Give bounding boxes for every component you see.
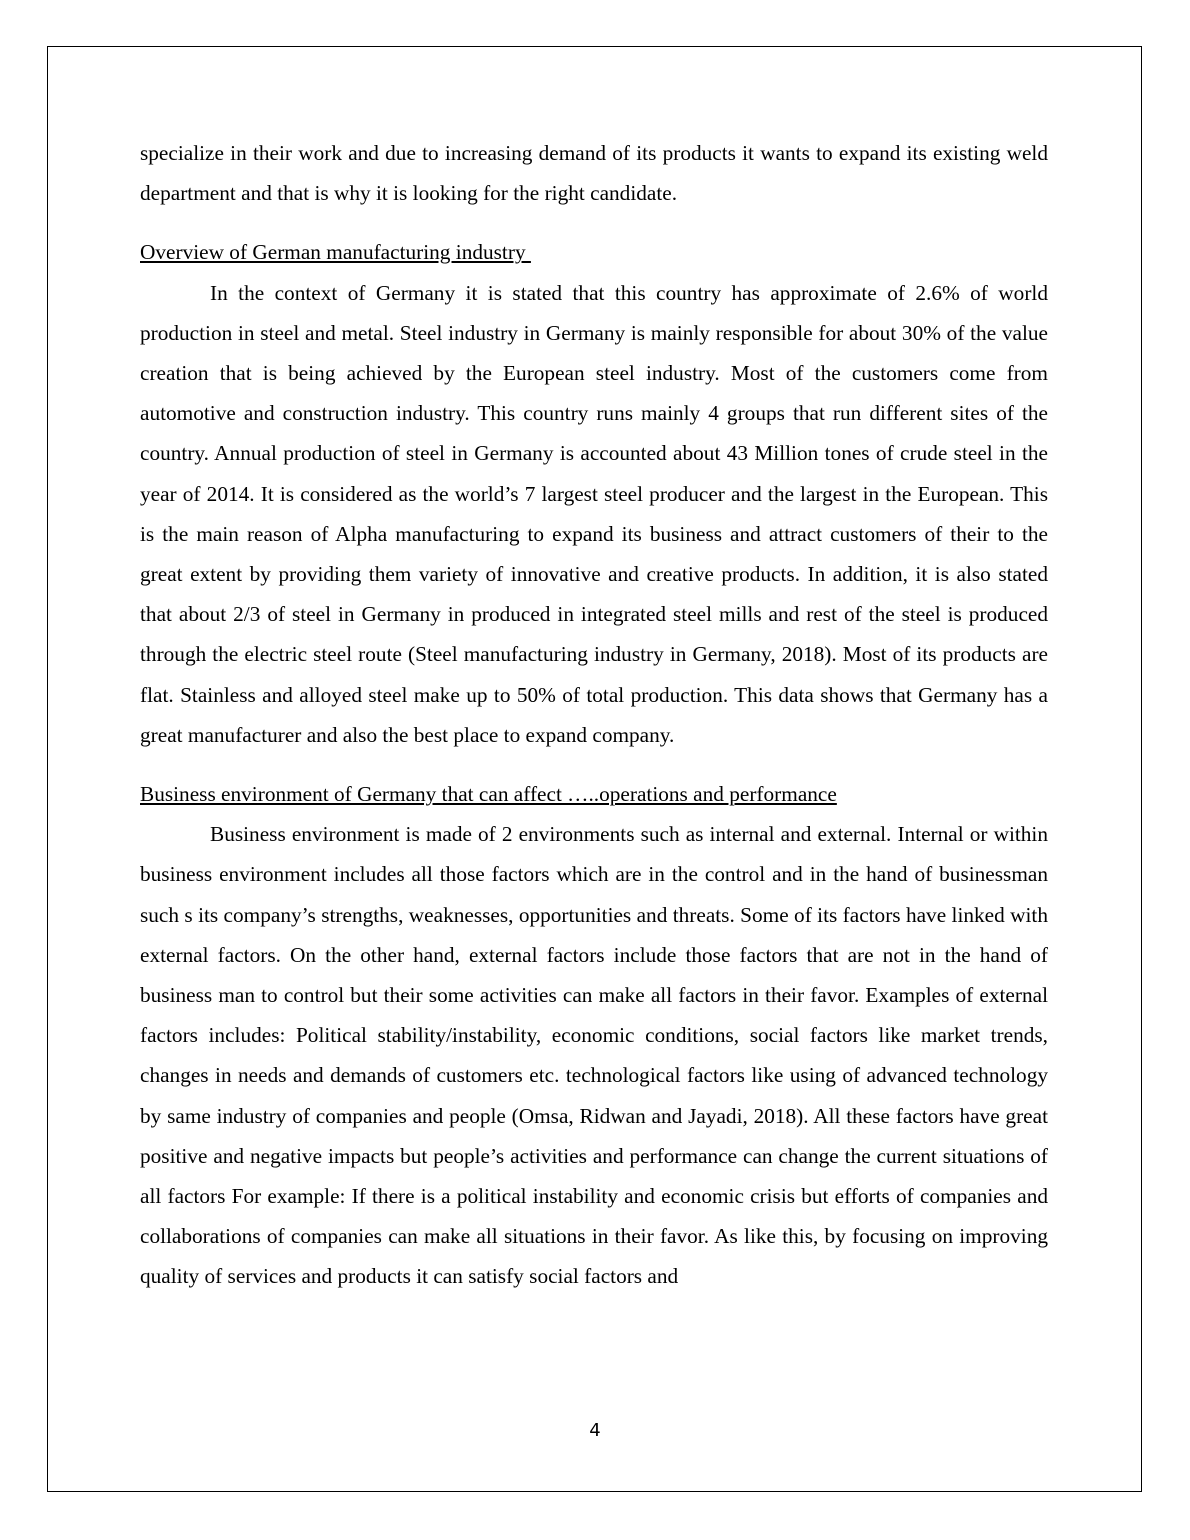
section-heading-business-environment: Business environment of Germany that can affect …..operations and performance (140, 782, 837, 807)
section-body-business-environment: Business environment is made of 2 environments such as internal and external. Internal or within business environment includes all those factors which are in the control and in the hand of businessman such s its company’s strengths, weaknesses, opportunities and threats. Some of its factors have linked with external factors. On the other hand, external factors include those factors that are not in the hand of business man to control but their some activities can make all factors in their favor. Examples of external factors includes: Political stability/instability, economic conditions, social factors like market trends, changes in needs and demands of customers etc. technological factors like using of advanced technology by same industry of companies and people (Omsa, Ridwan and Jayadi, 2018). All these factors have great positive and negative impacts but people’s activities and performance can change the current situations of all factors For example: If there is a political instability and economic crisis but efforts of companies and collaborations of companies can make all situations in their favor. As like this, by focusing on improving quality of services and products it can satisfy social factors and (140, 822, 1048, 1289)
section-heading-overview: Overview of German manufacturing industry (140, 240, 531, 265)
document-body (140, 133, 1048, 1297)
intro-paragraph: specialize in their work and due to increasing demand of its products it wants to expand its existing weld department and that is why it is looking for the right candidate. (140, 141, 1048, 206)
section-spacer (140, 755, 1048, 774)
section-body-overview: In the context of Germany it is stated that this country has approximate of 2.6% of world production in steel and metal. Steel industry in Germany is mainly responsible for about 30% of the value creation that is being achieved by the European steel industry. Most of the customers come from automotive and construction industry. This country runs mainly 4 groups that run different sites of the country. Annual production of steel in Germany is accounted about 43 Million tones of crude steel in the year of 2014. It is considered as the world’s 7 largest steel producer and the largest in the European. This is the main reason of Alpha manufacturing to expand its business and attract customers of their to the great extent by providing them variety of innovative and creative products. In addition, it is also stated that about 2/3 of steel in Germany in produced in integrated steel mills and rest of the steel is produced through the electric steel route (Steel manufacturing industry in Germany, 2018). Most of its products are flat. Stainless and alloyed steel make up to 50% of total production. This data shows that Germany has a great manufacturer and also the best place to expand company. (140, 280, 1048, 747)
page-number: 4 (589, 1420, 601, 1441)
section-spacer (140, 213, 1048, 232)
